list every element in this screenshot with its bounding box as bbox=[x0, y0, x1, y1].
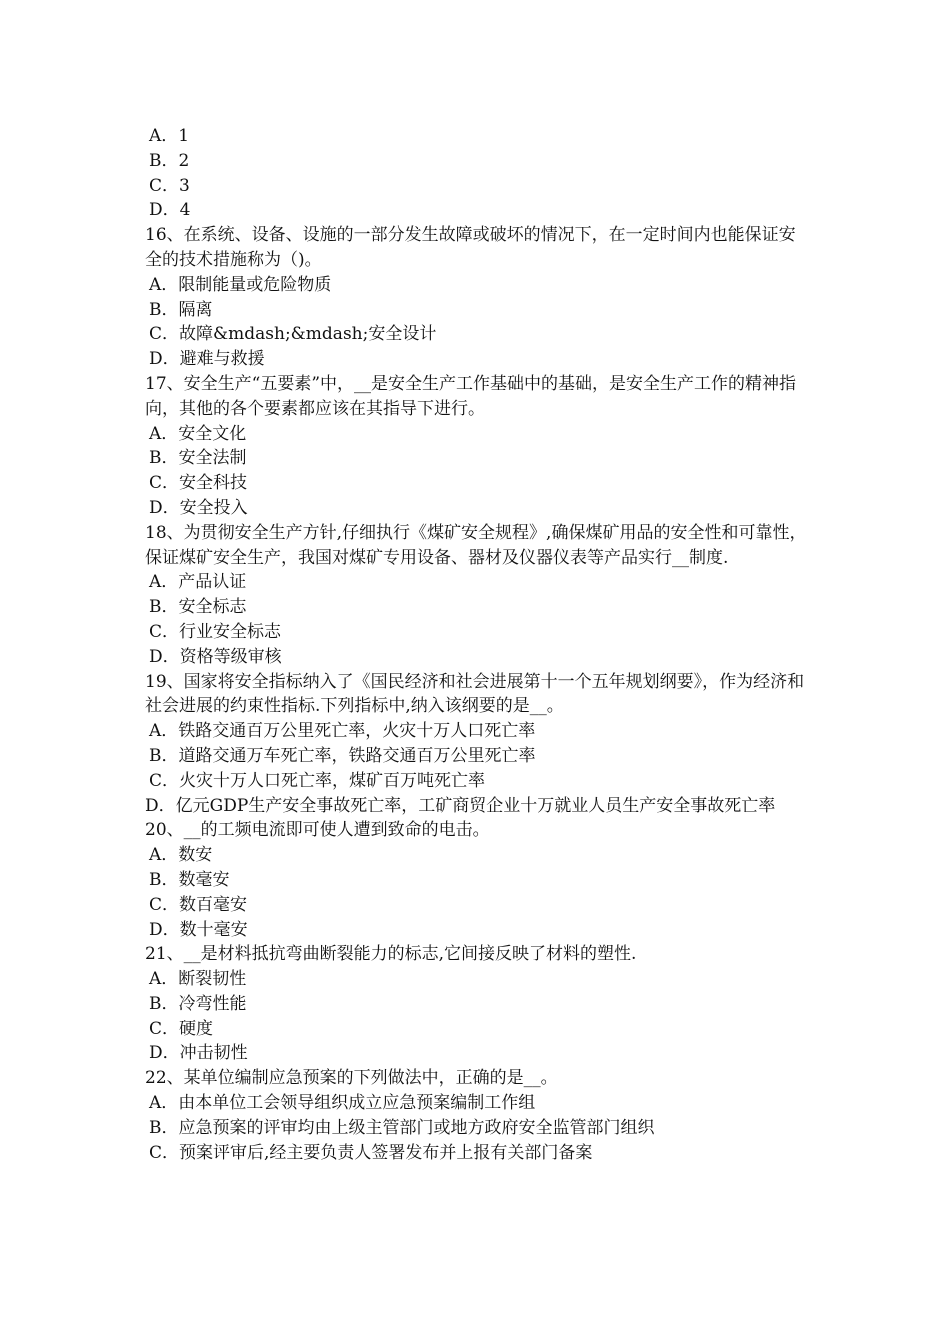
answer-option: D．避难与救援 bbox=[149, 349, 265, 370]
answer-option: D．4 bbox=[149, 200, 191, 221]
answer-option: B．应急预案的评审均由上级主管部门或地方政府安全监管部门组织 bbox=[149, 1117, 655, 1138]
answer-option: D．安全投入 bbox=[149, 497, 248, 518]
answer-option: A．产品认证 bbox=[149, 572, 247, 593]
answer-option: A．铁路交通百万公里死亡率，火灾十万人口死亡率 bbox=[149, 721, 536, 742]
answer-option: A．安全文化 bbox=[149, 423, 247, 444]
answer-option: C．故障&mdash;&mdash;安全设计 bbox=[149, 324, 437, 345]
answer-option: D．资格等级审核 bbox=[149, 646, 282, 667]
answer-option: A．1 bbox=[149, 126, 190, 146]
answer-option: C．行业安全标志 bbox=[149, 621, 282, 642]
answer-option: B．安全法制 bbox=[149, 448, 247, 469]
answer-option: D．冲击韧性 bbox=[149, 1043, 248, 1064]
answer-option: C．火灾十万人口死亡率，煤矿百万吨死亡率 bbox=[149, 770, 486, 791]
answer-option: A．由本单位工会领导组织成立应急预案编制工作组 bbox=[149, 1093, 536, 1114]
answer-option: B．道路交通万车死亡率，铁路交通百万公里死亡率 bbox=[149, 745, 536, 766]
question-text: 22、某单位编制应急预案的下列做法中，正确的是__。 bbox=[145, 1068, 558, 1089]
answer-option: B．数毫安 bbox=[149, 869, 230, 890]
answer-option: B．2 bbox=[149, 150, 190, 171]
document-body bbox=[145, 124, 810, 1165]
answer-option: C．硬度 bbox=[149, 1018, 214, 1039]
question-text: 21、__是材料抵抗弯曲断裂能力的标志,它间接反映了材料的塑性. bbox=[145, 944, 637, 965]
answer-option: B．隔离 bbox=[149, 299, 213, 320]
question-text: 16、在系统、设备、设施的一部分发生故障或破坏的情况下，在一定时间内也能保证安全的技术措施称为（)。 bbox=[145, 225, 796, 270]
answer-option: D．亿元GDP生产安全事故死亡率，工矿商贸企业十万就业人员生产安全事故死亡率 bbox=[145, 795, 776, 816]
answer-option: C．数百毫安 bbox=[149, 894, 248, 915]
question-text: 18、为贯彻安全生产方针,仔细执行《煤矿安全规程》,确保煤矿用品的安全性和可靠性，保证煤矿安全生产，我国对煤矿专用设备、器材及仪器仪表等产品实行__制度. bbox=[145, 522, 807, 568]
question-text: 19、国家将安全指标纳入了《国民经济和社会进展第十一个五年规划纲要》，作为经济和社会进展的约束性指标.下列指标中,纳入该纲要的是__。 bbox=[145, 671, 805, 717]
answer-option: B．冷弯性能 bbox=[149, 993, 247, 1014]
answer-option: C．3 bbox=[149, 175, 190, 196]
answer-option: A．断裂韧性 bbox=[149, 969, 247, 990]
answer-option: C．预案评审后,经主要负责人签署发布并上报有关部门备案 bbox=[149, 1142, 593, 1163]
answer-option: A．限制能量或危险物质 bbox=[149, 274, 332, 295]
answer-option: A．数安 bbox=[149, 845, 213, 866]
answer-option: C．安全科技 bbox=[149, 473, 248, 494]
question-text: 17、安全生产“五要素”中，__是安全生产工作基础中的基础，是安全生产工作的精神指向，其他的各个要素都应该在其指导下进行。 bbox=[145, 373, 797, 419]
answer-option: B．安全标志 bbox=[149, 597, 247, 618]
answer-option: D．数十毫安 bbox=[149, 919, 248, 940]
question-text: 20、__的工频电流即可使人遭到致命的电击。 bbox=[145, 820, 490, 841]
